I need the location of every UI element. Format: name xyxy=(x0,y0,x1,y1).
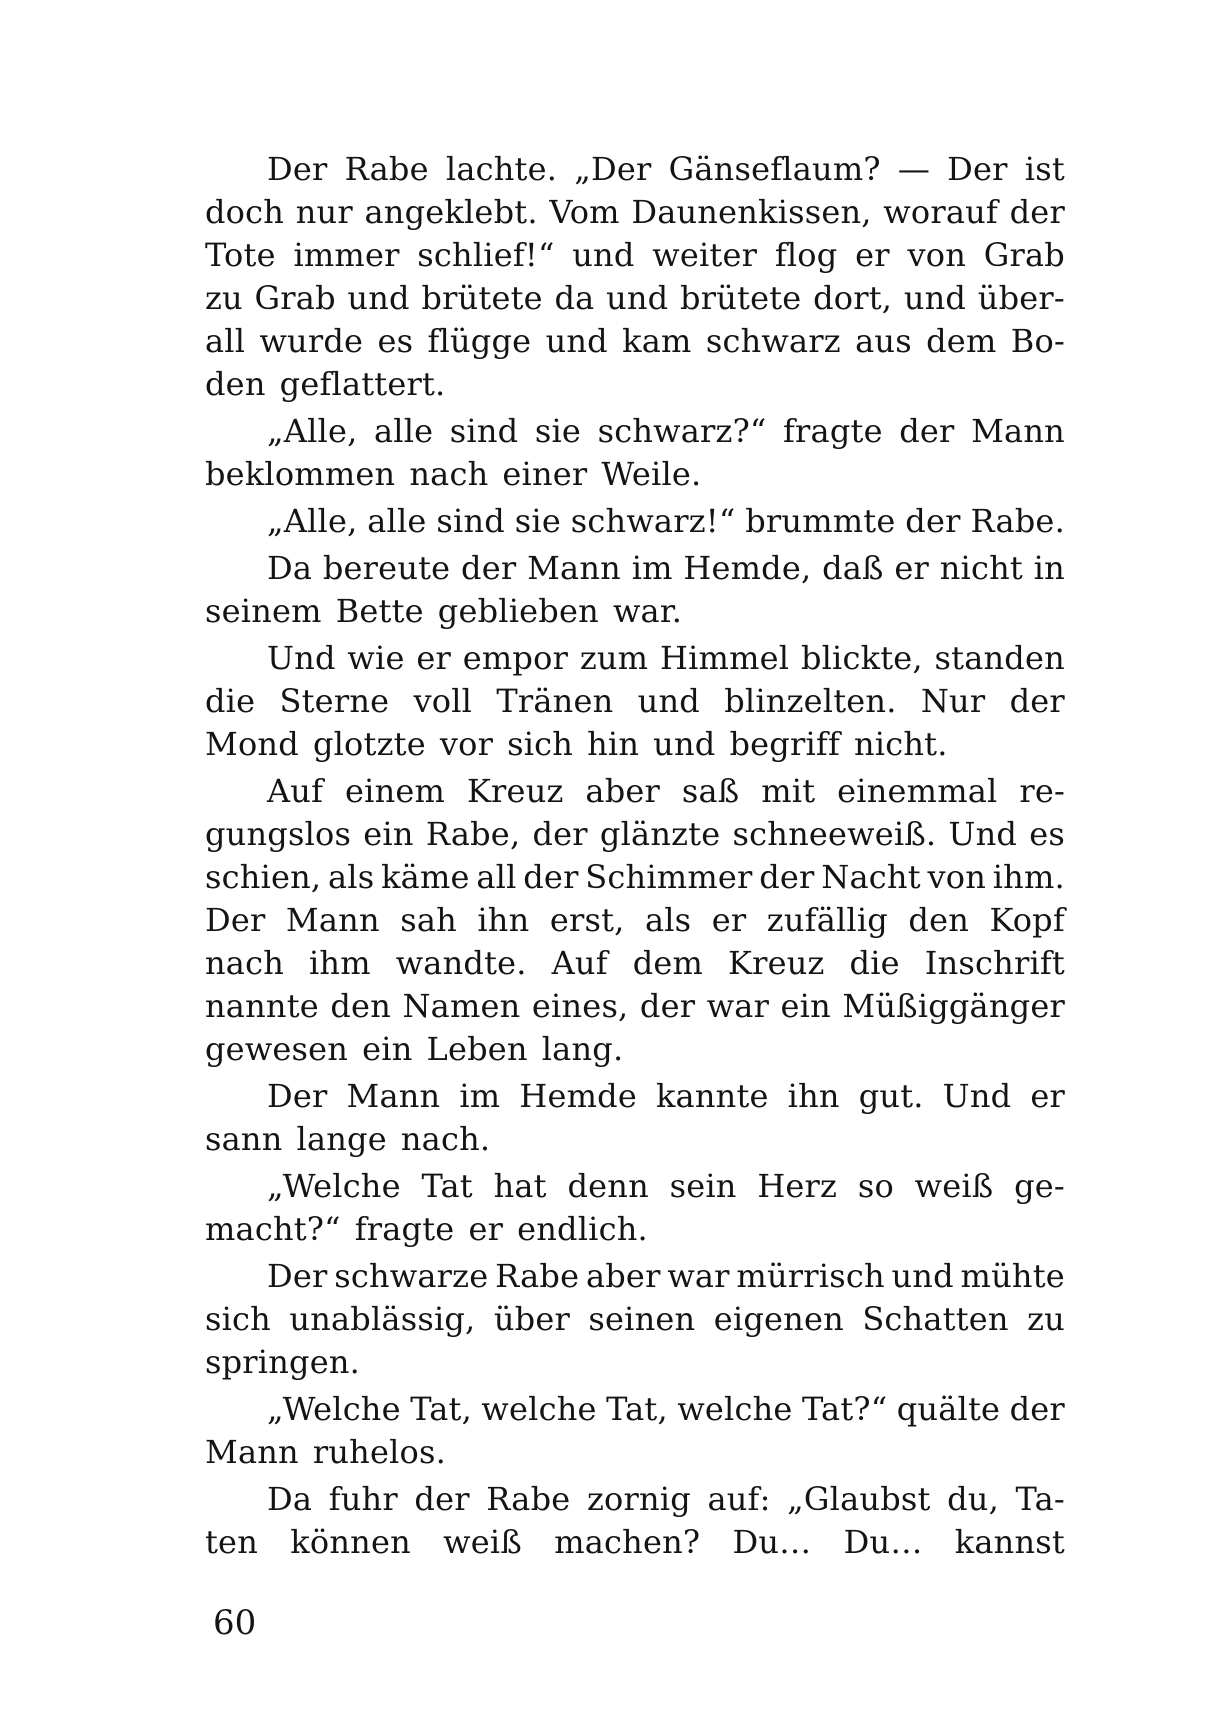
text-line: nach ihm wandte. Auf dem Kreuz die Inschrift xyxy=(205,944,1065,982)
text-line: zu Grab und brütete da und brütete dort, und über- xyxy=(205,279,1065,317)
page-number: 60 xyxy=(213,1603,257,1643)
text-line: all wurde es flügge und kam schwarz aus dem Bo- xyxy=(205,322,1065,360)
text-line: Mond glotzte vor sich hin und begriff nicht. xyxy=(205,725,948,763)
text-line: Tote immer schlief!“ und weiter flog er von Grab xyxy=(205,236,1065,274)
text-line: Und wie er empor zum Himmel blickte, standen xyxy=(267,639,1065,677)
text-line: „Welche Tat, welche Tat, welche Tat?“ quälte der xyxy=(267,1390,1065,1428)
text-line: macht?“ fragte er endlich. xyxy=(205,1210,648,1248)
text-line: beklommen nach einer Weile. xyxy=(205,455,702,493)
text-line: Mann ruhelos. xyxy=(205,1433,447,1471)
body-text xyxy=(205,150,1065,1566)
text-line: Auf einem Kreuz aber saß mit einemmal re- xyxy=(267,772,1065,810)
text-line: Da fuhr der Rabe zornig auf: „Glaubst du, Ta- xyxy=(267,1480,1065,1518)
text-line: sann lange nach. xyxy=(205,1120,491,1158)
text-line: Da bereute der Mann im Hemde, daß er nicht in xyxy=(267,549,1065,587)
text-line: gewesen ein Leben lang. xyxy=(205,1030,624,1068)
text-line: Der schwarze Rabe aber war mürrisch und mühte xyxy=(267,1257,1065,1295)
text-line: sich unablässig, über seinen eigenen Schatten zu xyxy=(205,1300,1065,1338)
text-line: doch nur angeklebt. Vom Daunenkissen, worauf der xyxy=(205,193,1065,231)
text-line: ten können weiß machen? Du… Du… kannst xyxy=(205,1523,1065,1561)
text-line: Der Mann im Hemde kannte ihn gut. Und er xyxy=(267,1077,1065,1115)
text-line: seinem Bette geblieben war. xyxy=(205,592,683,630)
text-line: springen. xyxy=(205,1343,361,1381)
text-line: gungslos ein Rabe, der glänzte schneeweiß. Und es xyxy=(205,815,1065,853)
text-line: nannte den Namen eines, der war ein Müßiggänger xyxy=(205,987,1065,1025)
text-line: den geflattert. xyxy=(205,365,446,403)
text-line: „Welche Tat hat denn sein Herz so weiß ge- xyxy=(267,1167,1065,1205)
text-line: Der Mann sah ihn erst, als er zufällig den Kopf xyxy=(205,901,1065,939)
text-line: die Sterne voll Tränen und blinzelten. Nur der xyxy=(205,682,1065,720)
text-line: „Alle, alle sind sie schwarz?“ fragte der Mann xyxy=(267,412,1065,450)
text-line: Der Rabe lachte. „Der Gänseflaum? — Der ist xyxy=(267,150,1065,188)
text-line: „Alle, alle sind sie schwarz!“ brummte der Rabe. xyxy=(267,502,1065,540)
text-line: schien, als käme all der Schimmer der Nacht von ihm. xyxy=(205,858,1065,896)
